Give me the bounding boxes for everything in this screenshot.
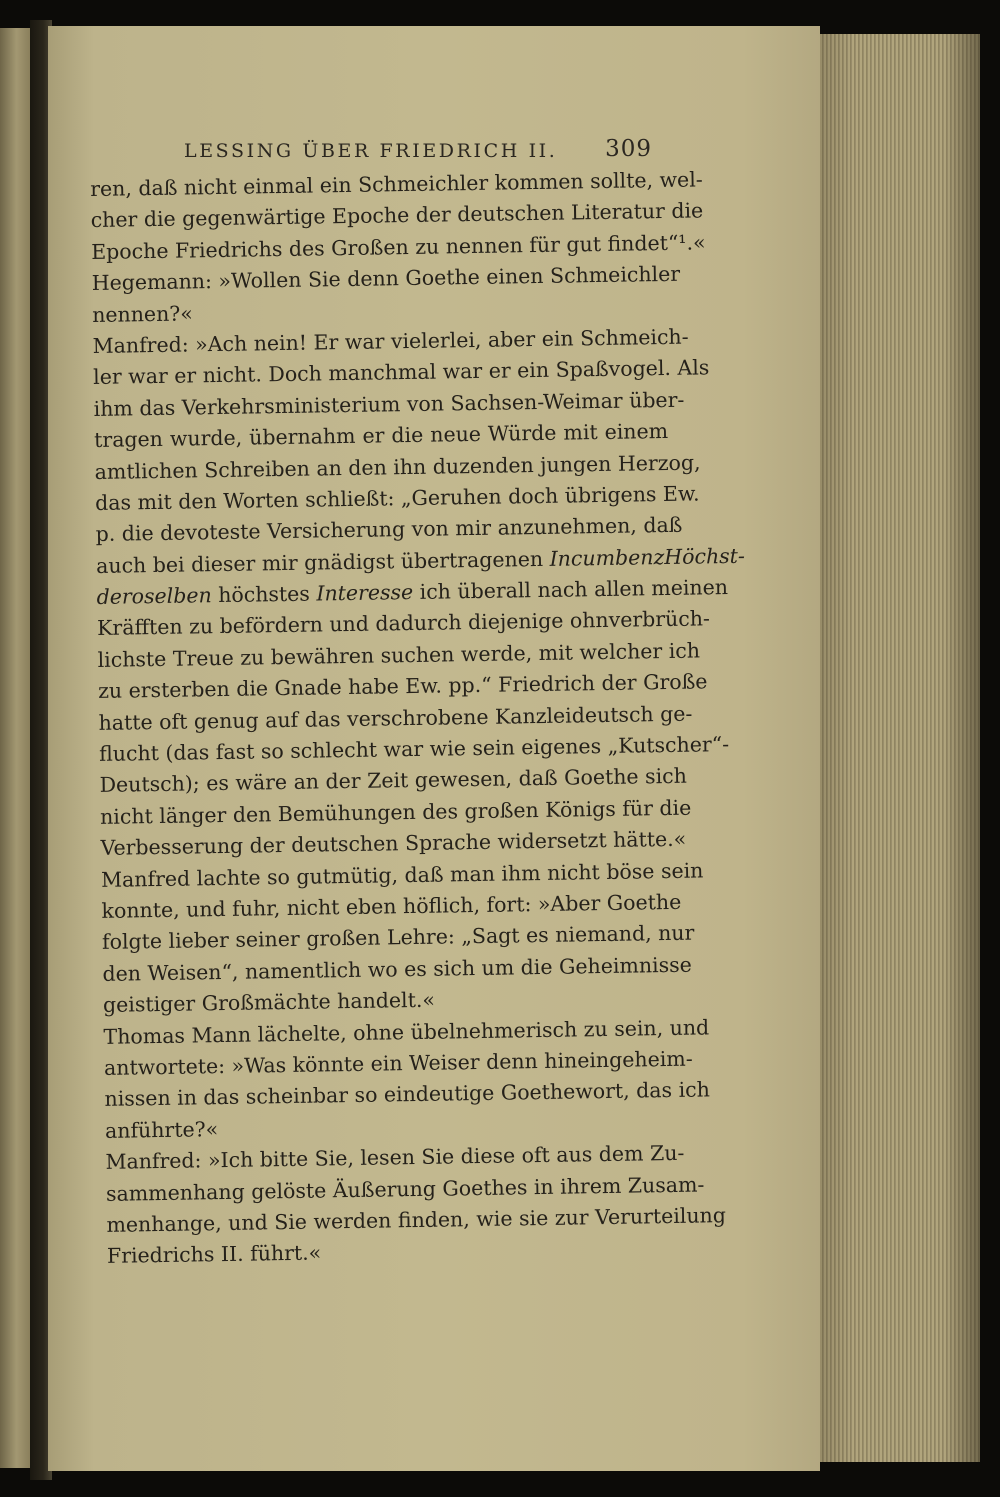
- italic-segment: Interesse: [316, 580, 414, 606]
- text-line: flucht (das fast so schlecht war wie sein eigenes „Kutscher“-: [98, 732, 730, 766]
- text-line: nicht länger den Bemühungen des großen Königs für die: [99, 795, 692, 829]
- text-line: Thomas Mann lächelte, ohne übelnehmerisch zu sein, und: [103, 1014, 710, 1049]
- italic-segment: deroselben: [96, 583, 212, 610]
- text-line: anführte?«: [104, 1116, 219, 1143]
- running-title: LESSING ÜBER FRIEDRICH II.: [184, 140, 558, 162]
- running-head: [90, 136, 660, 170]
- text-line: zu ersterben die Gnade habe Ew. pp.“ Friedrich der Große: [97, 669, 708, 704]
- left-page-edge: [0, 28, 30, 1468]
- text-line: hatte oft genug auf das verschrobene Kanzleideutsch ge-: [98, 701, 693, 735]
- body-text: [90, 165, 746, 1273]
- text-line: Manfred: »Ich bitte Sie, lesen Sie diese oft aus dem Zu-: [105, 1140, 685, 1174]
- page-number: 309: [605, 136, 652, 162]
- text-segment: auch bei dieser mir gnädigst übertragenen: [95, 546, 550, 578]
- text-segment: höchstes: [211, 581, 317, 608]
- text-line: Deutsch); es wäre an der Zeit gewesen, daß Goethe sich: [99, 764, 688, 798]
- text-line: den Weisen“, namentlich wo es sich um die Geheimnisse: [102, 952, 692, 986]
- text-line: menhange, und Sie werden finden, wie sie zur Verurteilung: [106, 1203, 727, 1237]
- text-line: Epoche Friedrichs des Großen zu nennen für gut findet“¹.«: [91, 230, 706, 264]
- text-line: Kräfften zu befördern und dadurch diejenige ohnverbrüch-: [96, 606, 711, 641]
- page-stack-shadow: [800, 34, 980, 1462]
- text-line: Manfred lachte so gutmütig, daß man ihm nicht böse sein: [100, 858, 704, 892]
- text-line: amtlichen Schreiben an den ihn duzenden jungen Herzog,: [94, 449, 701, 484]
- text-line: ihm das Verkehrsministerium von Sachsen-Weimar über-: [93, 387, 685, 421]
- text-line: p. die devoteste Versicherung von mir anzunehmen, daß: [95, 513, 683, 547]
- text-line: das mit den Worten schließt: „Geruhen doch übrigens Ew.: [94, 481, 700, 515]
- text-line: geistiger Großmächte handelt.«: [102, 987, 436, 1018]
- italic-segment: IncumbenzHöchst-: [549, 543, 746, 571]
- text-line: cher die gegenwärtige Epoche der deutschen Literatur die: [90, 198, 704, 233]
- text-line: lichste Treue zu bewähren suchen werde, mit welcher ich: [97, 638, 701, 672]
- text-line: nissen in das scheinbar so eindeutige Goethewort, das ich: [104, 1077, 711, 1112]
- text-line: ren, daß nicht einmal ein Schmeichler kommen sollte, wel-: [90, 167, 703, 201]
- text-line: Manfred: »Ach nein! Er war vielerlei, aber ein Schmeich-: [92, 324, 689, 358]
- text-line: konnte, und fuhr, nicht eben höflich, fort: »Aber Goethe: [101, 889, 682, 923]
- text-line: antwortete: »Was könnte ein Weiser denn hineingeheim-: [103, 1046, 693, 1080]
- text-line: folgte lieber seiner großen Lehre: „Sagt es niemand, nur: [101, 920, 695, 955]
- text-line: nennen?«: [92, 300, 193, 327]
- text-line: Verbesserung der deutschen Sprache widersetzt hätte.«: [100, 826, 687, 861]
- text-line: Friedrichs II. führt.«: [106, 1240, 322, 1269]
- text-line: Hegemann: »Wollen Sie denn Goethe einen Schmeichler: [91, 261, 681, 296]
- text-line: tragen wurde, übernahm er die neue Würde mit einem: [93, 419, 669, 453]
- text-line: sammenhang gelöste Äußerung Goethes in ihrem Zusam-: [105, 1171, 705, 1206]
- text-segment: ich überall nach allen meinen: [412, 575, 729, 605]
- text-line: ler war er nicht. Doch manchmal war er ein Spaßvogel. Als: [93, 355, 710, 390]
